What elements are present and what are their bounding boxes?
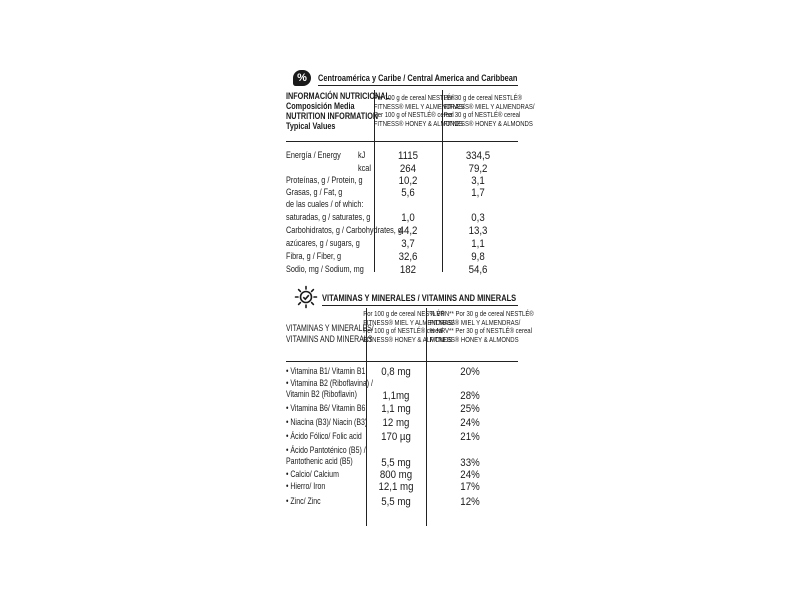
vitamin-nrv-percent: 33% [460, 457, 480, 469]
region-underline [318, 85, 518, 86]
nutrient-label: de las cuales / of which: [286, 199, 364, 210]
vitamin-label [286, 445, 366, 466]
value-per-100g: 1,0 [401, 212, 415, 224]
col-head-line: FITNESS® HONEY & ALMONDS [443, 118, 533, 128]
col-head-line: FITNESS® HONEY & ALMONDS [429, 334, 519, 344]
header-line: NUTRITION INFORMATION [286, 111, 379, 121]
value-per-100g: 44,2 [398, 225, 418, 237]
value-per-30g: 79,2 [468, 163, 488, 175]
col-head-line: Per 100 g of NESTLÉ® cereal [373, 110, 454, 120]
value-per-30g: 3,1 [471, 175, 485, 187]
value-per-100g: 10,2 [398, 175, 418, 187]
vitamin-label [286, 481, 325, 492]
value-per-30g: 9,8 [471, 251, 485, 263]
value-per-100g: 5,6 [401, 187, 415, 199]
value-per-30g: 334,5 [465, 150, 491, 162]
vitamin-label [286, 431, 362, 442]
vitamins-underline [322, 305, 518, 306]
vitamin-amount: 12,1 mg [378, 481, 414, 493]
vitamin-label-line: Vitamin B2 (Riboflavin) [286, 388, 357, 399]
value-per-30g: 1,1 [471, 238, 485, 250]
vitamin-nrv-percent: 17% [460, 481, 480, 493]
vitamin-label-line: • Zinc/ Zinc [286, 496, 321, 506]
header-rule [286, 361, 518, 362]
col-head-line: % NRV** Per 30 g of NESTLÉ® cereal [429, 326, 532, 336]
value-per-100g: 182 [399, 264, 417, 276]
col-head-line: FITNESS® MIEL Y ALMENDRAS/ [373, 101, 465, 111]
vitamin-label [286, 496, 321, 507]
nutrient-label: Sodio, mg / Sodium, mg [286, 264, 364, 275]
col-per-30g-head [443, 93, 535, 128]
nutrient-label: Energía / Energy [286, 150, 341, 161]
vitamin-amount: 1,1mg [382, 390, 410, 402]
nutrient-label: Fibra, g / Fiber, g [286, 251, 342, 262]
value-per-100g: 1115 [397, 150, 419, 162]
vitamin-nrv-percent: 12% [460, 496, 480, 508]
col-per-100g-head [373, 93, 465, 128]
col-head-line: Per 30 g of NESTLÉ® cereal [443, 110, 521, 120]
vitamin-label [286, 378, 373, 399]
value-per-30g: 54,6 [468, 264, 488, 276]
vitamin-label-line: • Hierro/ Iron [286, 481, 326, 491]
col-head-line: FITNESS® HONEY & ALMONDS [373, 118, 463, 128]
value-per-100g: 3,7 [401, 238, 415, 250]
col-head-line: Per 100 g de cereal NESTLÉ® [373, 93, 456, 102]
vitamins-title: VITAMINAS Y MINERALES / VITAMINS AND MINERALS [322, 293, 517, 304]
col-head-line: Per 100 g of NESTLÉ® cereal [363, 326, 444, 336]
vitamin-amount: 5,5 mg [381, 457, 411, 469]
nutrient-label: Grasas, g / Fat, g [286, 187, 343, 198]
vitamin-label [286, 403, 365, 414]
sun-check-icon [294, 285, 318, 314]
vitamin-amount: 5,5 mg [381, 496, 411, 508]
nutrient-label: azúcares, g / sugars, g [286, 238, 360, 249]
vitamin-nrv-percent: 20% [460, 366, 480, 378]
vitamin-label [286, 417, 367, 428]
vitamin-label-line: • Ácido Pantoténico (B5) / [286, 445, 366, 455]
vitamin-nrv-percent: 25% [460, 403, 480, 415]
value-per-30g: 0,3 [471, 212, 485, 224]
col-head-line: Por 30 g de cereal NESTLÉ® [443, 93, 522, 102]
vitamin-amount: 800 mg [379, 469, 413, 481]
vitamin-amount: 12 mg [382, 417, 410, 429]
header-line: INFORMACIÓN NUTRICIONAL [286, 91, 390, 101]
nutrient-unit: kcal [358, 163, 371, 174]
nutrient-unit: kJ [358, 150, 366, 161]
vitamin-label-line: • Ácido Fólico/ Folic acid [286, 431, 362, 441]
col-head-line: FITNESS® MIEL Y ALMENDRAS/ [443, 101, 535, 111]
vitamin-amount: 0,8 mg [381, 366, 411, 378]
col-head-line: FITNESS® MIEL Y ALMENDRAS/ [363, 317, 454, 327]
vitamins-row-header [286, 323, 374, 344]
vitamin-nrv-percent: 24% [460, 469, 480, 481]
vitamin-nrv-percent: 28% [460, 390, 480, 402]
percent-badge-icon: % [293, 70, 311, 86]
vitamin-label [286, 469, 339, 480]
vitamin-label [286, 366, 365, 377]
header-rule [286, 141, 518, 142]
value-per-30g: 1,7 [471, 187, 485, 199]
header-line: VITAMINS AND MINERALS [286, 333, 373, 344]
value-per-100g: 264 [399, 163, 417, 175]
vitamin-label-line: • Vitamina B2 (Riboflavina) / [286, 378, 373, 388]
nutrient-label: Proteínas, g / Protein, g [286, 175, 363, 186]
vitamin-nrv-percent: 24% [460, 417, 480, 429]
value-per-100g: 32,6 [398, 251, 418, 263]
region-title: Centroamérica y Caribe / Central America and Caribbean [318, 73, 518, 84]
header-line: Composición Media [286, 101, 355, 111]
col-head-line: FITNESS® MIEL Y ALMENDRAS/ [429, 317, 521, 327]
vitamin-label-line: Pantothenic acid (B5) [286, 455, 353, 466]
header-line: Typical Values [286, 121, 336, 131]
nutrient-label: Carbohidratos, g / Carbohydrates, g [286, 225, 402, 236]
vitamin-amount: 170 µg [381, 431, 411, 443]
col-head-line: % VRN** Por 30 g de cereal NESTLÉ® [429, 309, 534, 318]
vit-col-nrv-head [429, 309, 534, 344]
vitamin-label-line: • Niacina (B3)/ Niacin (B3) [286, 417, 368, 427]
vitamin-label-line: • Calcio/ Calcium [286, 469, 339, 479]
vitamin-amount: 1,1 mg [381, 403, 411, 415]
col-head-line: Por 100 g de cereal NESTLÉ® [363, 309, 445, 318]
vit-col-per-100g-head [363, 309, 454, 344]
col-head-line: FITNESS® HONEY & ALMONDS [363, 334, 453, 344]
vitamin-label-line: • Vitamina B1/ Vitamin B1 [286, 366, 366, 376]
vitamin-nrv-percent: 21% [460, 431, 480, 443]
nutrient-label: saturadas, g / saturates, g [286, 212, 371, 223]
vitamin-label-line: • Vitamina B6/ Vitamin B6 [286, 403, 366, 413]
value-per-30g: 13,3 [468, 225, 488, 237]
header-line: VITAMINAS Y MINERALES/ [286, 323, 374, 333]
